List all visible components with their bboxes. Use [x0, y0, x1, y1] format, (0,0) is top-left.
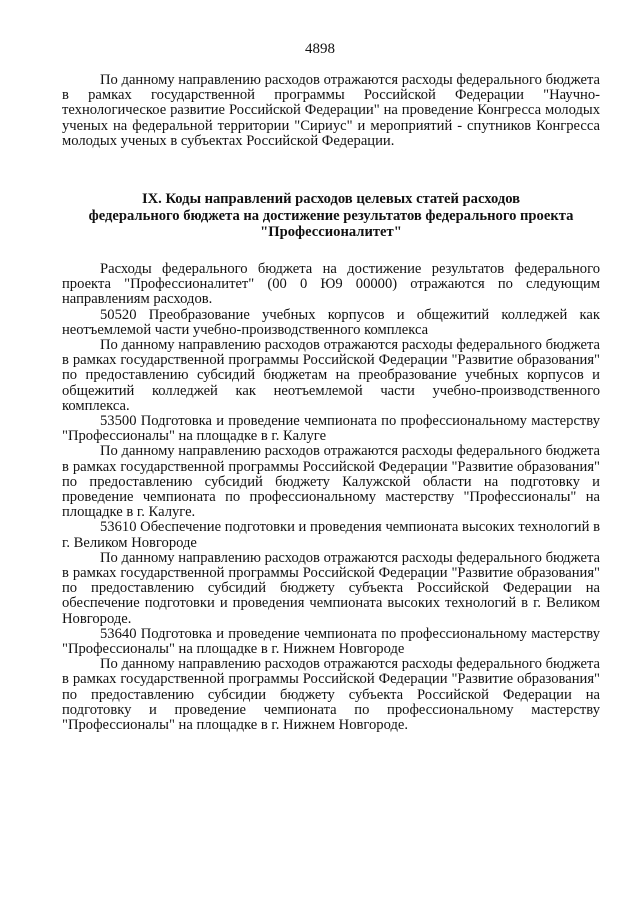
code-53500-title: 53500 Подготовка и проведение чемпионата по профессиональному мастерству "Профессионалы" на площадке в г. Калуге [62, 413, 600, 445]
code-53610-description: По данному направлению расходов отражаются расходы федерального бюджета в рамках государственной программы Российской Федерации "Развитие образования" по предоставлению субсидий бюджету субъекта Российской Федерации на обеспечение подготовки и проведения чемпионата высоких технологий в г. Великом Новгороде. [62, 549, 600, 627]
intro-paragraph: По данному направлению расходов отражаются расходы федерального бюджета в рамках государственной программы Российской Федерации "Научно-технологическое развитие Российской Федерации" на проведение Конгресса молодых ученых на федеральной территории "Сириус" и мероприятий - спутников Конгресса молодых ученых в субъектах Российской Федерации. [62, 72, 600, 149]
code-53500-description: По данному направлению расходов отражаются расходы федерального бюджета в рамках государственной программы Российской Федерации "Развитие образования" по предоставлению субсидий бюджету Калужской области на подготовку и проведение чемпионата по профессиональному мастерству "Профессионалы" на площадке в г. Калуге. [62, 443, 600, 521]
code-53640-description: По данному направлению расходов отражаются расходы федерального бюджета в рамках государственной программы Российской Федерации "Развитие образования" по предоставлению субсидии бюджету субъекта Российской Федерации на подготовку и проведение чемпионата по профессиональному мастерству "Профессионалы" на площадке в г. Нижнем Новгороде. [62, 656, 600, 734]
section-heading [56, 191, 606, 241]
section-heading-line: IX. Коды направлений расходов целевых статей расходов [141, 191, 521, 207]
code-50520-description: По данному направлению расходов отражаются расходы федерального бюджета в рамках государственной программы Российской Федерации "Развитие образования" по предоставлению субсидий бюджетам на преобразование учебных корпусов и общежитий колледжей как неотъемлемой части учебно-производственного комплекса. [62, 337, 600, 414]
page-number: 4898 [305, 41, 335, 57]
section-heading-line: федерального бюджета на достижение результатов федерального проекта [88, 207, 574, 224]
code-50520-title: 50520 Преобразование учебных корпусов и общежитий колледжей как неотъемлемой части учебно-производственного комплекса [62, 306, 600, 338]
section-heading-line: "Профессионалитет" [260, 224, 402, 241]
code-53610-title: 53610 Обеспечение подготовки и проведения чемпионата высоких технологий в г. Великом Новгороде [62, 519, 600, 551]
section-body [62, 262, 600, 733]
intro-text-block [62, 73, 600, 149]
section-intro-paragraph: Расходы федерального бюджета на достижение результатов федерального проекта "Профессионалитет" (00 0 Ю9 00000) отражаются по следующим направлениям расходов. [62, 261, 600, 308]
code-53640-title: 53640 Подготовка и проведение чемпионата по профессиональному мастерству "Профессионалы" на площадке в г. Нижнем Новгороде [62, 625, 600, 658]
